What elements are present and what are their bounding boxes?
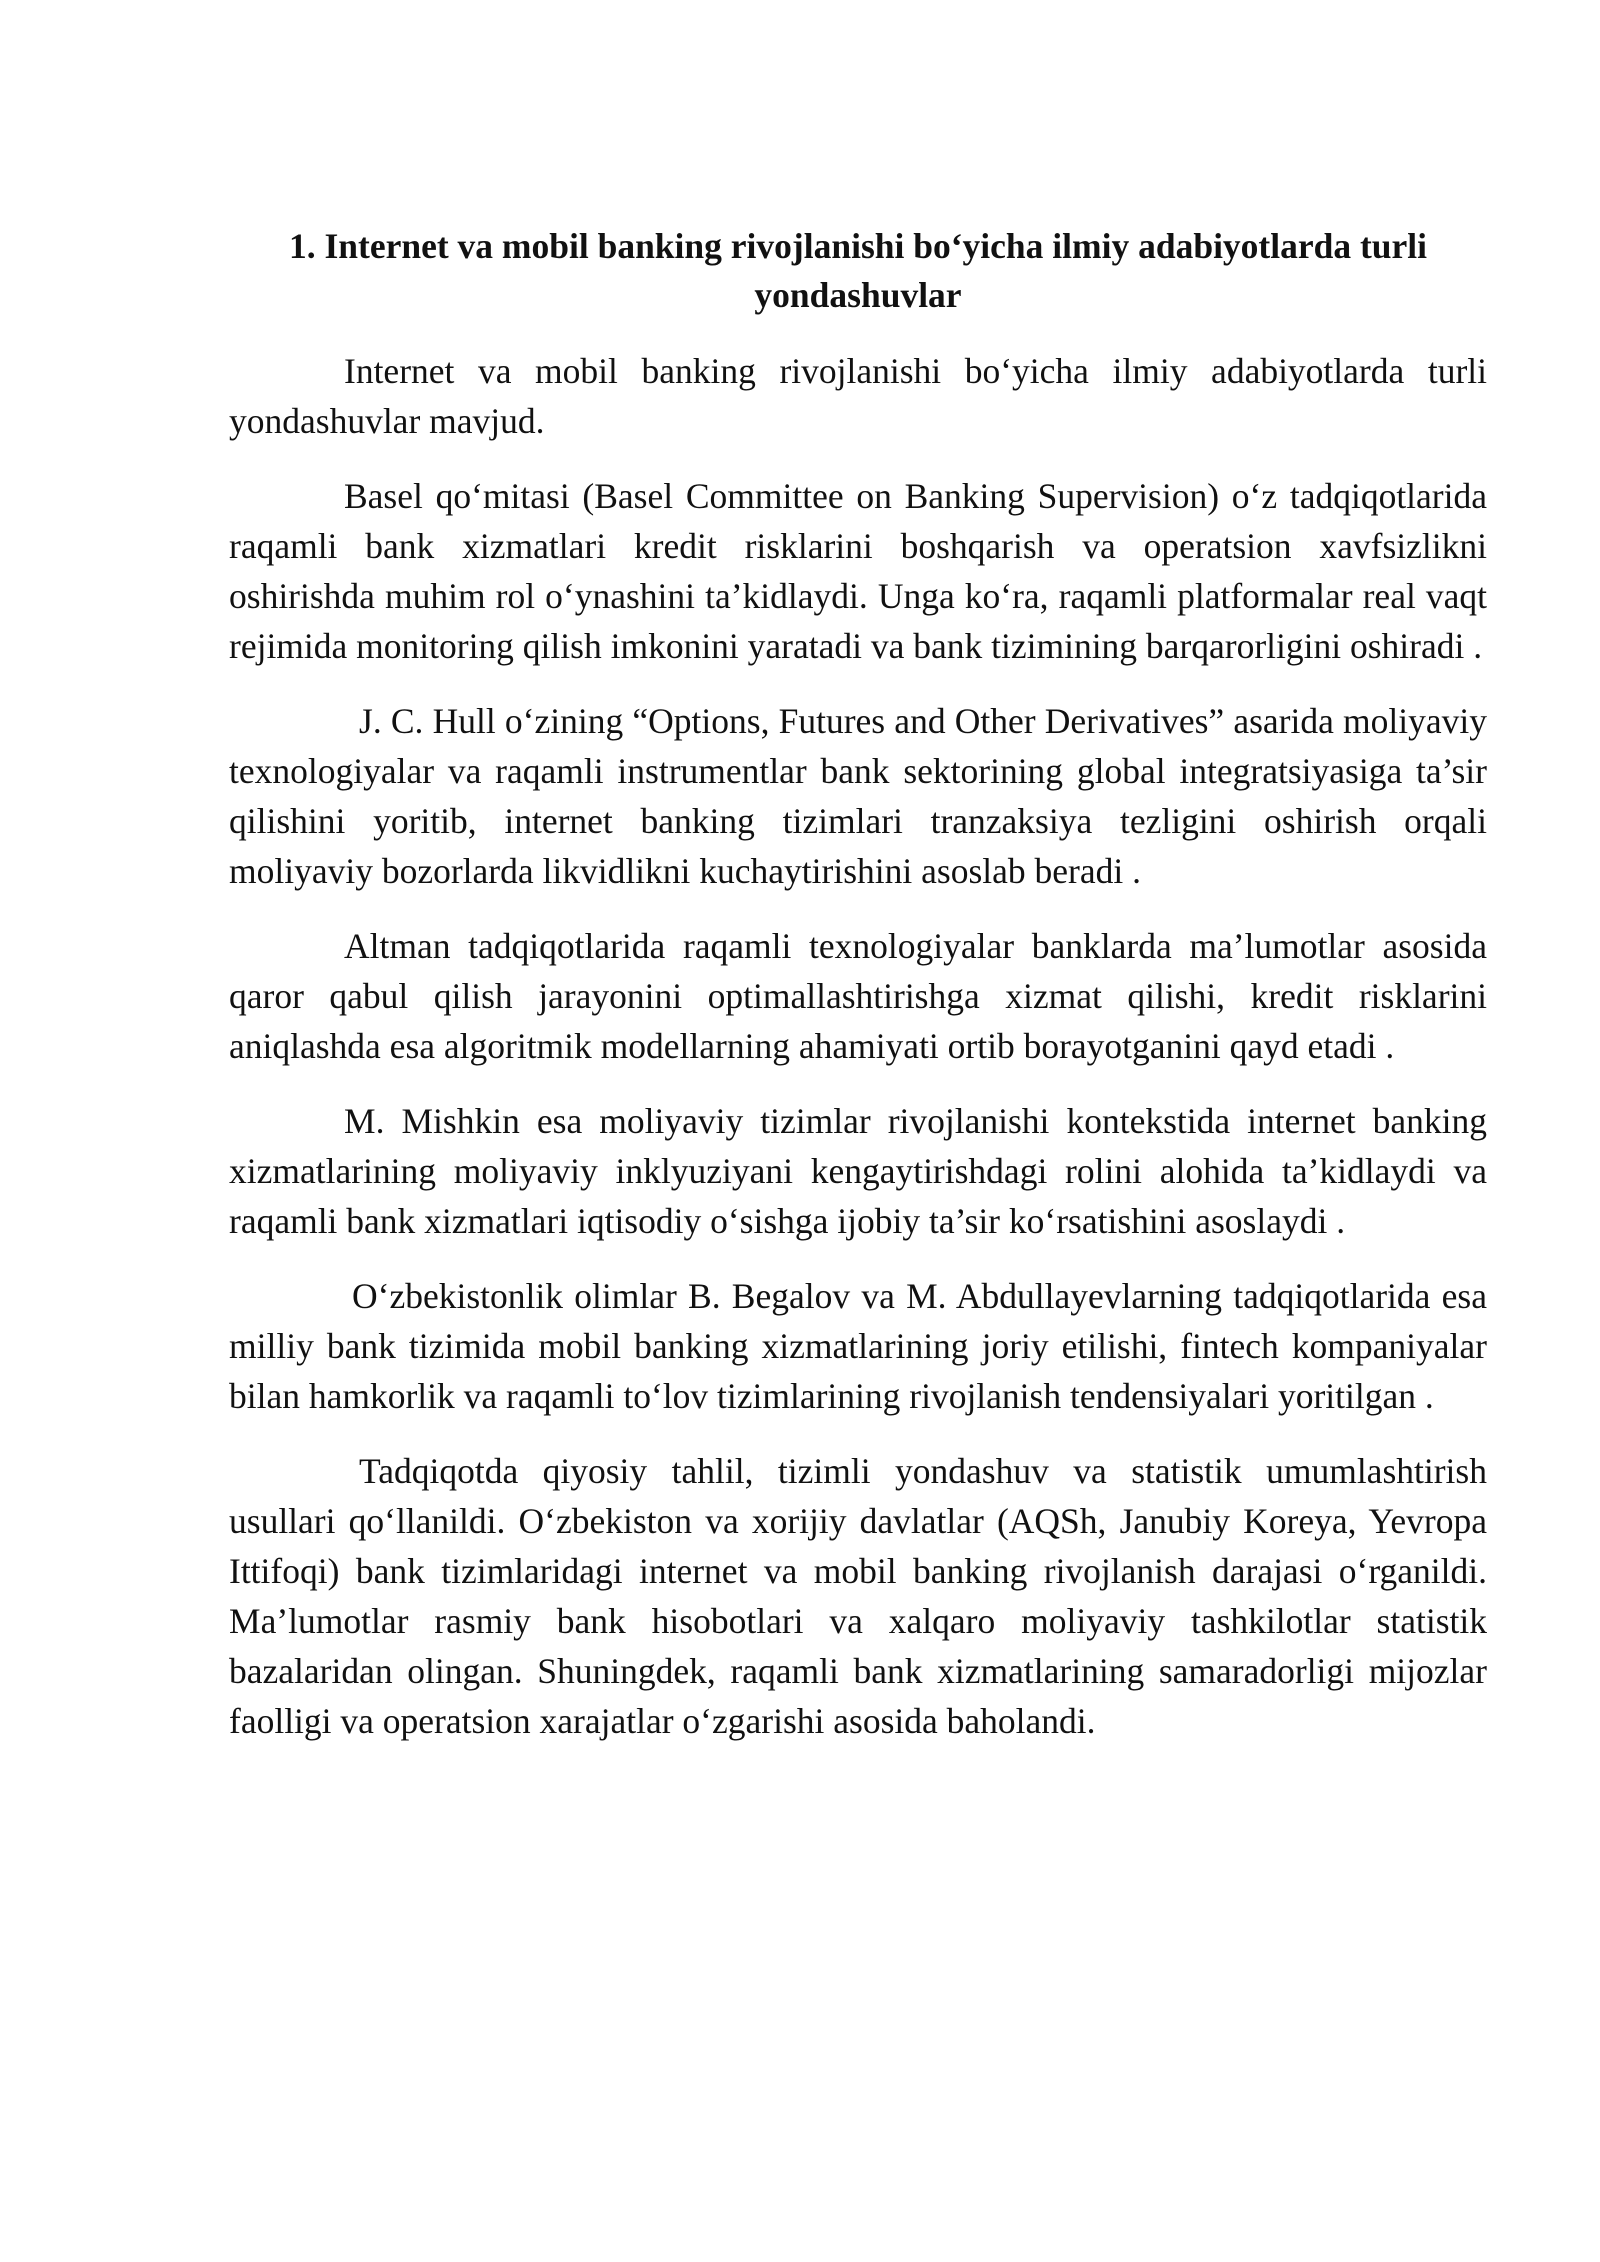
section-title: 1. Internet va mobil banking rivojlanishi bo‘yicha ilmiy adabiyotlarda turli yondashuvlar: [288, 226, 1428, 315]
paragraph-mishkin: M. Mishkin esa moliyaviy tizimlar rivojlanishi kontekstida internet banking xizmatlarining moliyaviy inklyuziyani kengaytirishdagi rolini alohida ta’kidlaydi va raqamli bank xizmatlari iqtisodiy o‘sishga ijobiy ta’sir ko‘rsatishini asoslaydi .: [229, 1101, 1487, 1241]
paragraph-intro: Internet va mobil banking rivojlanishi bo‘yicha ilmiy adabiyotlarda turli yondashuvlar mavjud.: [229, 351, 1487, 441]
paragraph-hull: J. C. Hull o‘zining “Options, Futures and Other Derivatives” asarida moliyaviy texnologiyalar va raqamli instrumentlar bank sektorining global integratsiyasiga ta’sir qilishini yoritib, internet banking tizimlari tranzaksiya tezligini oshirish orqali moliyaviy bozorlarda likvidlikni kuchaytirishini asoslab beradi .: [229, 701, 1487, 891]
paragraph-altman: Altman tadqiqotlarida raqamli texnologiyalar banklarda ma’lumotlar asosida qaror qabul qilish jarayonini optimallashtirishga xizmat qilishi, kredit risklarini aniqlashda esa algoritmik modellarning ahamiyati ortib borayotganini qayd etadi .: [229, 926, 1487, 1066]
paragraph-basel: Basel qo‘mitasi (Basel Committee on Banking Supervision) o‘z tadqiqotlarida raqamli bank xizmatlari kredit risklarini boshqarish va operatsion xavfsizlikni oshirishda muhim rol o‘ynashini ta’kidlaydi. Unga ko‘ra, raqamli platformalar real vaqt rejimida monitoring qilish imkonini yaratadi va bank tizimining barqarorligini oshiradi .: [229, 476, 1487, 666]
document-body: [229, 222, 1487, 1771]
paragraph-uzbek-scholars: O‘zbekistonlik olimlar B. Begalov va M. Abdullayevlarning tadqiqotlarida esa milliy bank tizimida mobil banking xizmatlarining joriy etilishi, fintech kompaniyalar bilan hamkorlik va raqamli to‘lov tizimlarining rivojlanish tendensiyalari yoritilgan .: [229, 1276, 1487, 1416]
paragraph-methodology: Tadqiqotda qiyosiy tahlil, tizimli yondashuv va statistik umumlashtirish usullari qo‘llanildi. O‘zbekiston va xorijiy davlatlar (AQSh, Janubiy Koreya, Yevropa Ittifoqi) bank tizimlaridagi internet va mobil banking rivojlanish darajasi o‘rganildi. Ma’lumotlar rasmiy bank hisobotlari va xalqaro moliyaviy tashkilotlar statistik bazalaridan olingan. Shuningdek, raqamli bank xizmatlarining samaradorligi mijozlar faolligi va operatsion xarajatlar o‘zgarishi asosida baholandi.: [229, 1451, 1487, 1741]
